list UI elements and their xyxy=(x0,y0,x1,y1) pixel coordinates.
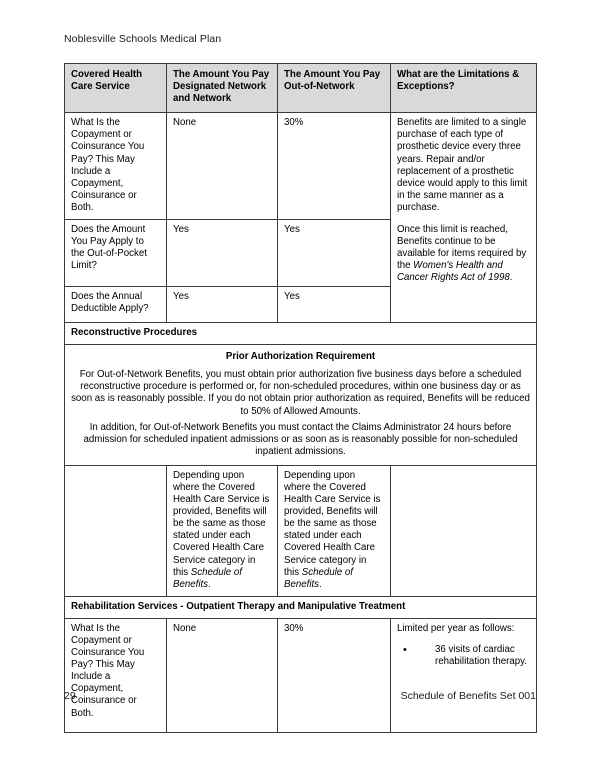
section-header-row-reconstructive xyxy=(65,323,537,345)
cell-out-of-network-prosthetic-copay: 30% xyxy=(278,113,391,220)
cell-limitations-rehab xyxy=(391,618,537,732)
table-row xyxy=(65,465,537,596)
footer-page-number: 29 xyxy=(64,690,76,702)
prior-authorization-paragraph-1: For Out-of-Network Benefits, you must obtain prior authorization five business days before a scheduled reconstructive procedure is performed or, for non-scheduled procedures, within one business day or as soon as is reasonably possible. If you do not obtain prior authorization as required, Benefits will be reduced to 50% of Allowed Amounts. xyxy=(65,367,537,419)
cell-out-of-network-depending xyxy=(278,465,391,596)
rehab-limitations-bullet-list xyxy=(397,644,530,668)
section-header-row-rehabilitation xyxy=(65,596,537,618)
limitations-p2-prefix: Once this limit is reached, Benefits continue to be available for items required by the xyxy=(397,224,527,272)
column-header-covered-service: Covered Health Care Service xyxy=(65,64,167,113)
limitations-p2-suffix: . xyxy=(509,272,513,284)
cell-network-prosthetic-copay: None xyxy=(167,113,278,220)
depending-oon-schedule-ref: Schedule of Benefits xyxy=(284,566,353,590)
table-row xyxy=(65,113,537,220)
rehab-limitations-intro: Limited per year as follows: xyxy=(397,622,515,634)
section-title-reconstructive-procedures: Reconstructive Procedures xyxy=(65,323,537,345)
cell-limitations-depending xyxy=(391,465,537,596)
table-row xyxy=(65,618,537,732)
section-title-rehabilitation-services: Rehabilitation Services - Outpatient Therapy and Manipulative Treatment xyxy=(65,596,537,618)
schedule-of-benefits-table xyxy=(64,63,537,733)
cell-out-of-network-out-of-pocket: Yes xyxy=(278,220,391,287)
cell-network-depending xyxy=(167,465,278,596)
bullet-icon: • xyxy=(403,643,407,656)
bullet-text: 36 visits of cardiac rehabilitation therapy. xyxy=(435,644,527,668)
depending-network-prefix: Depending upon where the Covered Health Care Service is provided, Benefits will be the same as those stated under each Covered Health Care Service category in this xyxy=(173,469,270,578)
depending-network-suffix: . xyxy=(208,578,211,590)
document-header-title: Noblesville Schools Medical Plan xyxy=(64,33,222,45)
prior-authorization-paragraph-1-row xyxy=(65,367,537,419)
cell-network-annual-deductible: Yes xyxy=(167,287,278,323)
limitations-paragraph-1: Benefits are limited to a single purchase of each type of prosthetic device every three years. Repair and/or replacement of a prosthetic device would apply to this limit in the same manner as a purchase. xyxy=(397,117,528,213)
cell-out-of-network-rehab-copay: 30% xyxy=(278,618,391,732)
cell-service-rehab-copay: What Is the Copayment or Coinsurance You Pay? This May Include a Copayment, Coinsurance or Both. xyxy=(65,618,167,732)
cell-service-annual-deductible: Does the Annual Deductible Apply? xyxy=(65,287,167,323)
list-item xyxy=(397,644,530,668)
cell-network-out-of-pocket: Yes xyxy=(167,220,278,287)
cell-service-prosthetic-copay: What Is the Copayment or Coinsurance You Pay? This May Include a Copayment, Coinsurance or Both. xyxy=(65,113,167,220)
cell-service-out-of-pocket: Does the Amount You Pay Apply to the Out-of-Pocket Limit? xyxy=(65,220,167,287)
cell-limitations-prosthetic xyxy=(391,113,537,323)
prior-authorization-title-row xyxy=(65,345,537,368)
prior-authorization-paragraph-2: In addition, for Out-of-Network Benefits you must contact the Claims Administrator 24 hours before admission for scheduled inpatient admissions or as soon as is reasonably possible for non-scheduled inpatient admissions. xyxy=(65,420,537,466)
column-header-limitations: What are the Limitations & Exceptions? xyxy=(391,64,537,113)
footer-label: Schedule of Benefits Set 001 xyxy=(400,690,536,702)
column-header-out-of-network-amount: The Amount You Pay Out-of-Network xyxy=(278,64,391,113)
page-footer xyxy=(64,690,536,703)
table-header-row xyxy=(65,64,537,113)
cell-out-of-network-annual-deductible: Yes xyxy=(278,287,391,323)
depending-oon-suffix: . xyxy=(319,578,322,590)
cell-service-depending xyxy=(65,465,167,596)
cell-network-rehab-copay: None xyxy=(167,618,278,732)
column-header-network-amount: The Amount You Pay Designated Network and Network xyxy=(167,64,278,113)
prior-authorization-paragraph-2-row xyxy=(65,420,537,466)
depending-network-schedule-ref: Schedule of Benefits xyxy=(173,566,242,590)
prior-authorization-title: Prior Authorization Requirement xyxy=(65,345,537,368)
limitations-paragraph-2 xyxy=(397,224,530,284)
depending-oon-prefix: Depending upon where the Covered Health Care Service is provided, Benefits will be the same as those stated under each Covered Health Care Service category in this xyxy=(284,469,381,578)
limitations-p2-act-name: Women's Health and Cancer Rights Act of 1998 xyxy=(397,260,510,284)
